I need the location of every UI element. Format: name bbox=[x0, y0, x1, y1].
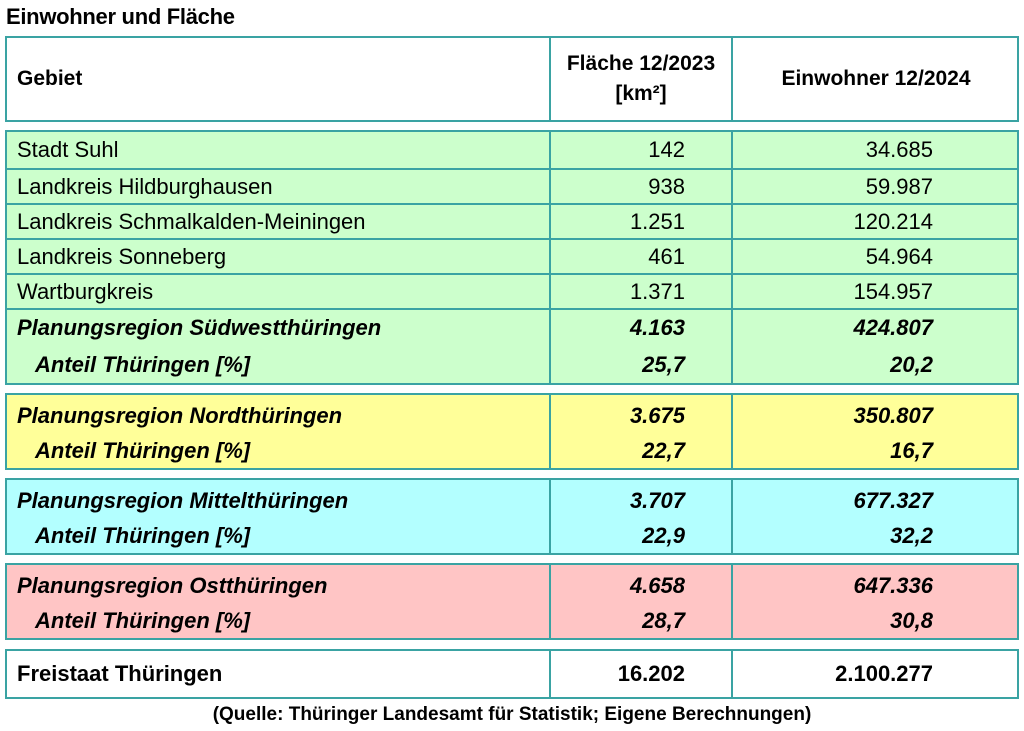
table-row: Wartburgkreis 1.371 154.957 bbox=[7, 273, 1017, 308]
region-nord-group bbox=[5, 393, 1019, 470]
table-row: Landkreis Schmalkalden-Meiningen 1.251 120.214 bbox=[7, 203, 1017, 238]
table-row: Landkreis Sonneberg 461 54.964 bbox=[7, 238, 1017, 273]
table-header bbox=[5, 36, 1019, 122]
header-einwohner: Einwohner 12/2024 bbox=[781, 67, 971, 90]
header-flaeche: Fläche 12/2023 [km²] bbox=[566, 52, 716, 105]
region-ost-group bbox=[5, 563, 1019, 640]
freistaat-total bbox=[5, 649, 1019, 699]
region-share-row: Anteil Thüringen [%] 22,9 32,2 bbox=[35, 522, 933, 548]
header-gebiet: Gebiet bbox=[17, 67, 83, 90]
total-row: Freistaat Thüringen 16.202 2.100.277 bbox=[17, 661, 933, 686]
region-share-row: Anteil Thüringen [%] 28,7 30,8 bbox=[35, 607, 933, 633]
table-row: Stadt Suhl 142 34.685 bbox=[17, 137, 933, 162]
region-total-row: Planungsregion Nordthüringen 3.675 350.807 bbox=[17, 403, 933, 428]
region-mittel-group bbox=[5, 478, 1019, 555]
source-note: (Quelle: Thüringer Landesamt für Statistik; Eigene Berechnungen) bbox=[212, 704, 812, 725]
region-share-row: Anteil Thüringen [%] 22,7 16,7 bbox=[35, 437, 933, 463]
region-total-row: Planungsregion Südwestthüringen 4.163 424.807 bbox=[7, 308, 1017, 346]
region-suedwest-group bbox=[5, 130, 1019, 385]
table-row: Landkreis Hildburghausen 938 59.987 bbox=[7, 168, 1017, 203]
region-share-row: Anteil Thüringen [%] 25,7 20,2 bbox=[35, 351, 933, 377]
region-total-row: Planungsregion Mittelthüringen 3.707 677.327 bbox=[17, 488, 933, 513]
table-title: Einwohner und Fläche bbox=[6, 4, 235, 29]
region-total-row: Planungsregion Ostthüringen 4.658 647.336 bbox=[17, 573, 933, 598]
